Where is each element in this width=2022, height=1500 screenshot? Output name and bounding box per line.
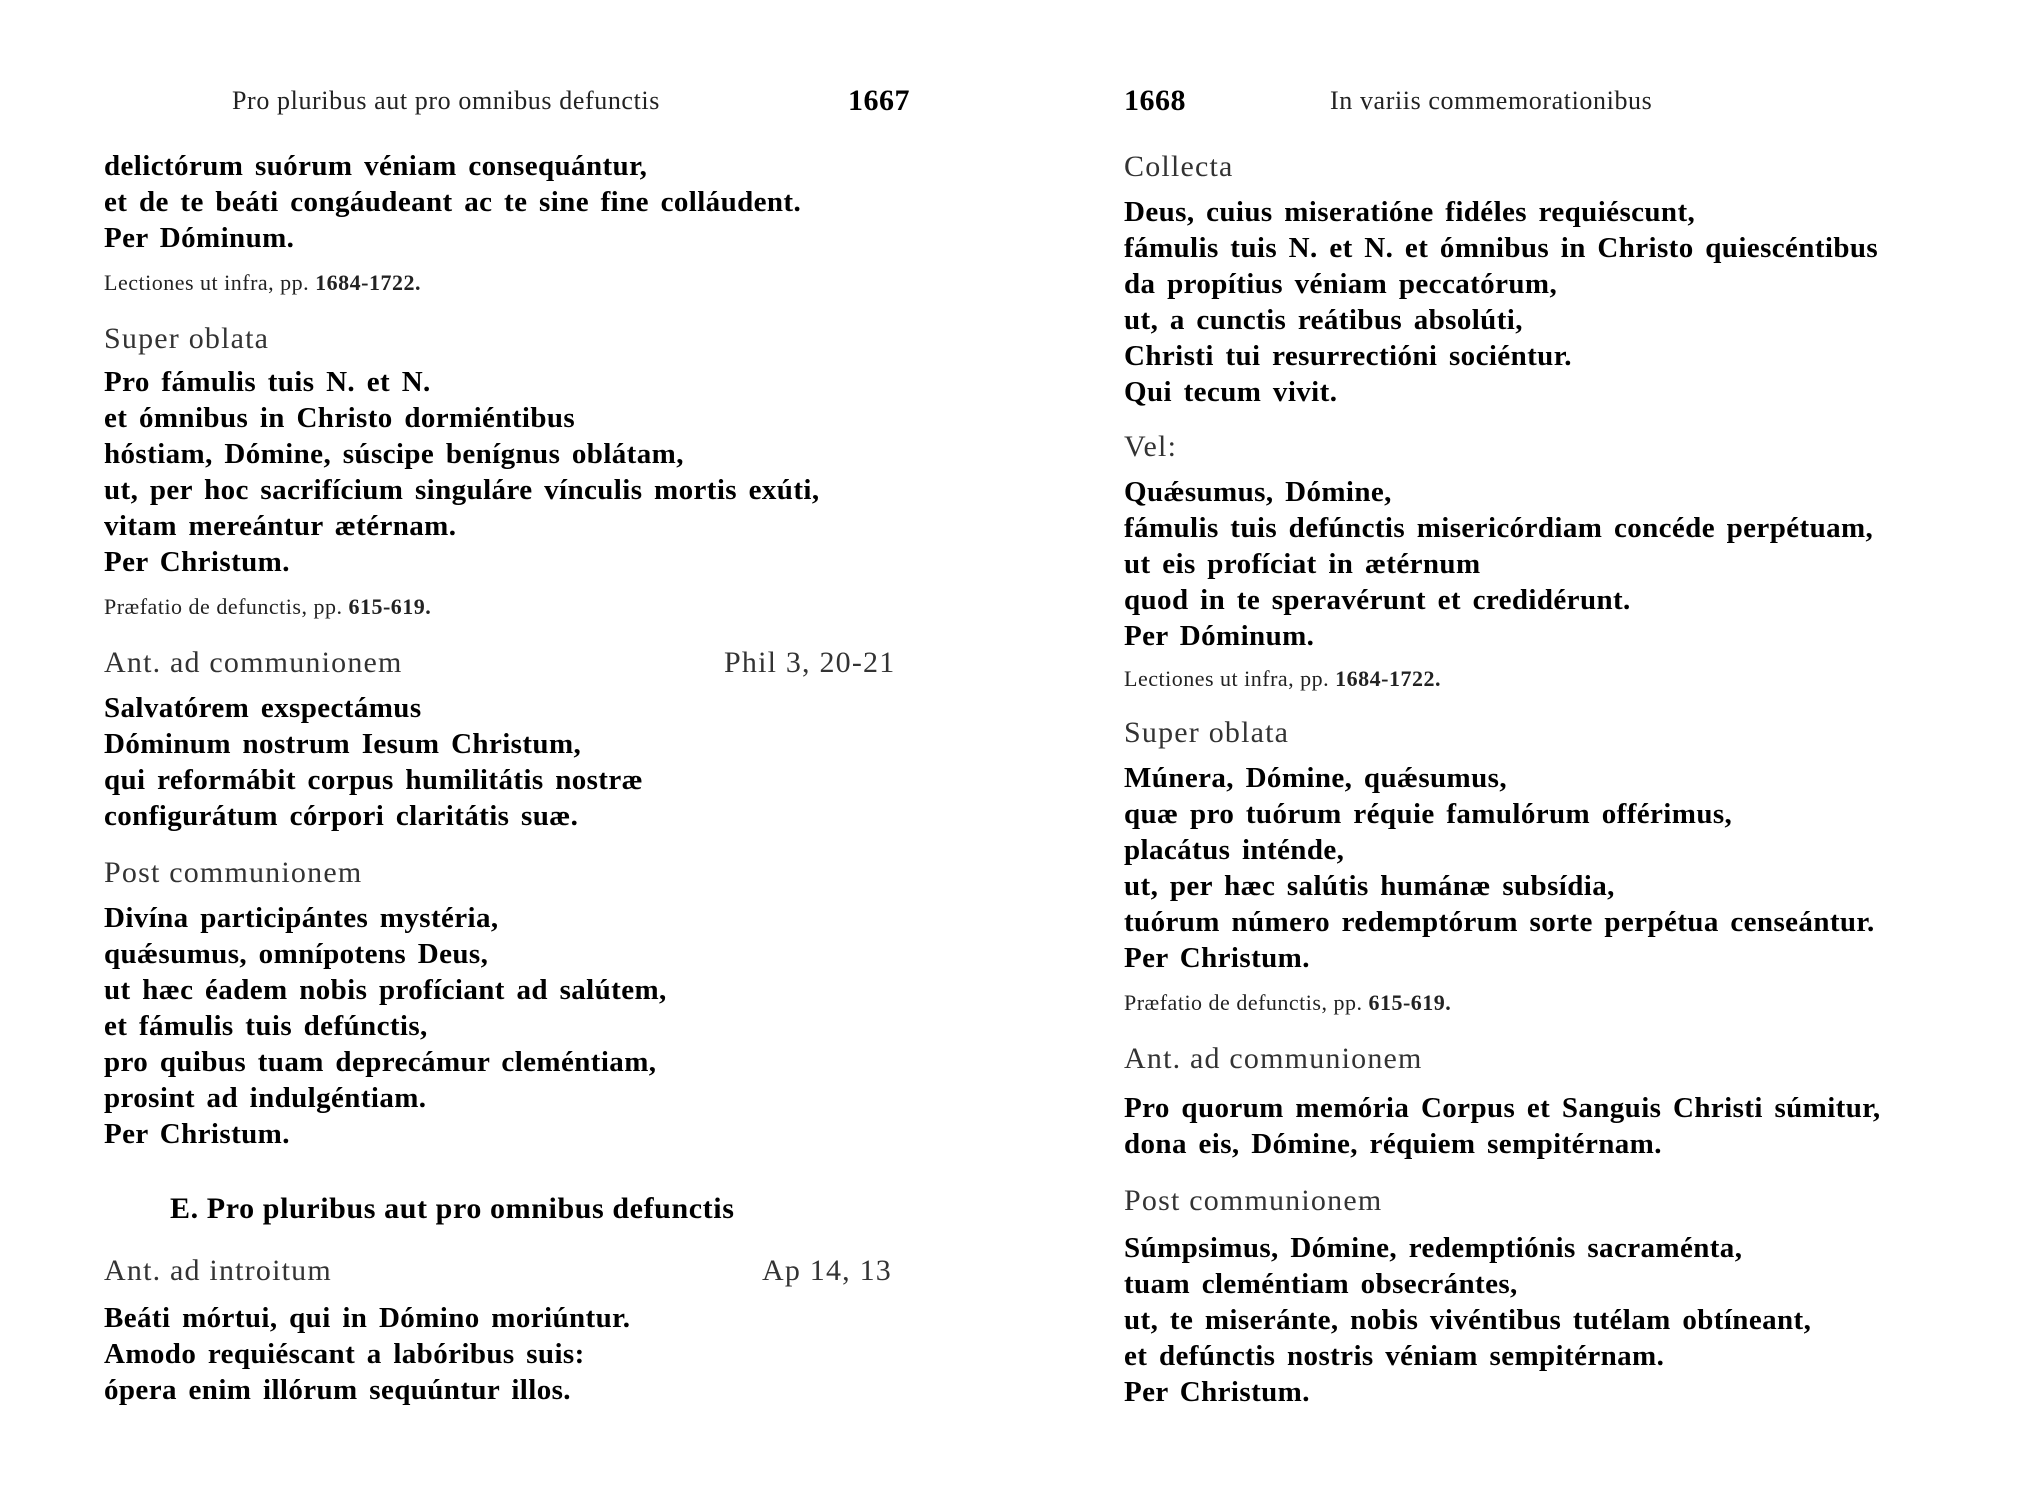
text-line: tuam cleméntiam obsecrántes,: [1124, 1268, 1518, 1300]
text-line: et de te beáti congáudeant ac te sine fine colláudent.: [104, 186, 802, 218]
text-line: Salvatórem exspectámus: [104, 692, 422, 724]
section-label-super-oblata: Super oblata: [104, 322, 270, 355]
section-label-post-communionem: Post communionem: [1124, 1184, 1383, 1217]
rubric-note: [104, 270, 421, 296]
text-line: Per Dóminum.: [104, 222, 295, 254]
page-number: 1668: [1124, 84, 1186, 117]
section-label-ant-introitum: Ant. ad introitum: [104, 1254, 332, 1287]
text-line: fámulis tuis N. et N. et ómnibus in Christo quiescéntibus: [1124, 232, 1879, 264]
rubric-note-pages: 615-619.: [1368, 990, 1452, 1015]
text-line: Amodo requiéscant a labóribus suis:: [104, 1338, 585, 1370]
section-label-ant-communionem: Ant. ad communionem: [104, 646, 403, 679]
rubric-note-text: Præfatio de defunctis, pp.: [104, 594, 343, 619]
text-line: ut eis profíciat in ætérnum: [1124, 548, 1481, 580]
text-line: Súmpsimus, Dómine, redemptiónis sacraménta,: [1124, 1232, 1743, 1264]
page-number: 1667: [848, 84, 910, 117]
text-line: Per Dóminum.: [1124, 620, 1315, 652]
rubric-note-text: Præfatio de defunctis, pp.: [1124, 990, 1363, 1015]
text-line: et ómnibus in Christo dormiéntibus: [104, 402, 576, 434]
section-label-post-communionem: Post communionem: [104, 856, 363, 889]
text-line: Beáti mórtui, qui in Dómino moriúntur.: [104, 1302, 631, 1334]
text-line: ut, te miseránte, nobis vivéntibus tutélam obtíneant,: [1124, 1304, 1812, 1336]
text-line: placátus inténde,: [1124, 834, 1345, 866]
running-header-title: In variis commemorationibus: [1330, 86, 1653, 115]
section-label-collecta: Collecta: [1124, 150, 1234, 183]
rubric-note-pages: 1684-1722.: [315, 270, 421, 295]
section-label-super-oblata: Super oblata: [1124, 716, 1290, 749]
text-line: tuórum número redemptórum sorte perpétua censeántur.: [1124, 906, 1875, 938]
section-label-vel: Vel:: [1124, 430, 1178, 463]
text-line: vitam mereántur ætérnam.: [104, 510, 457, 542]
text-line: ut, a cunctis reátibus absolúti,: [1124, 304, 1523, 336]
rubric-note: [1124, 666, 1441, 692]
text-line: ópera enim illórum sequúntur illos.: [104, 1374, 571, 1406]
text-line: Per Christum.: [1124, 1376, 1310, 1408]
text-line: Divína participántes mystéria,: [104, 902, 499, 934]
text-line: quǽsumus, omnípotens Deus,: [104, 938, 489, 970]
text-line: Quǽsumus, Dómine,: [1124, 476, 1392, 508]
section-heading: E. Pro pluribus aut pro omnibus defunctis: [170, 1192, 735, 1225]
text-line: Per Christum.: [104, 1118, 290, 1150]
section-label-ant-communionem: Ant. ad communionem: [1124, 1042, 1423, 1075]
text-line: delictórum suórum véniam consequántur,: [104, 150, 648, 182]
text-line: ut, per hoc sacrifícium singuláre vínculis mortis exúti,: [104, 474, 820, 506]
text-line: hóstiam, Dómine, súscipe benígnus oblátam,: [104, 438, 684, 470]
rubric-note-pages: 615-619.: [348, 594, 432, 619]
scripture-reference: Ap 14, 13: [762, 1254, 892, 1287]
text-line: dona eis, Dómine, réquiem sempitérnam.: [1124, 1128, 1662, 1160]
text-line: Múnera, Dómine, quǽsumus,: [1124, 762, 1507, 794]
rubric-note-text: Lectiones ut infra, pp.: [104, 270, 310, 295]
text-line: Christi tui resurrectióni sociéntur.: [1124, 340, 1572, 372]
scripture-reference: Phil 3, 20-21: [724, 646, 896, 679]
text-line: quod in te speravérunt et credidérunt.: [1124, 584, 1631, 616]
text-line: prosint ad indulgéntiam.: [104, 1082, 427, 1114]
text-line: et defúnctis nostris véniam sempitérnam.: [1124, 1340, 1665, 1372]
text-line: da propítius véniam peccatórum,: [1124, 268, 1558, 300]
rubric-note-pages: 1684-1722.: [1335, 666, 1441, 691]
right-page: [1124, 0, 1954, 1500]
left-page: [104, 0, 924, 1500]
text-line: Pro quorum memória Corpus et Sanguis Christi súmitur,: [1124, 1092, 1881, 1124]
rubric-note: [104, 594, 431, 620]
text-line: Pro fámulis tuis N. et N.: [104, 366, 431, 398]
text-line: fámulis tuis defúnctis misericórdiam concéde perpétuam,: [1124, 512, 1874, 544]
text-line: et fámulis tuis defúnctis,: [104, 1010, 428, 1042]
text-line: ut hæc éadem nobis profíciant ad salútem,: [104, 974, 667, 1006]
text-line: configurátum córpori claritátis suæ.: [104, 800, 579, 832]
text-line: qui reformábit corpus humilitátis nostræ: [104, 764, 643, 796]
text-line: Per Christum.: [1124, 942, 1310, 974]
text-line: ut, per hæc salútis humánæ subsídia,: [1124, 870, 1615, 902]
text-line: Deus, cuius miseratióne fidéles requiéscunt,: [1124, 196, 1696, 228]
text-line: Qui tecum vivit.: [1124, 376, 1338, 408]
text-line: quæ pro tuórum réquie famulórum offérimus,: [1124, 798, 1733, 830]
text-line: Dóminum nostrum Iesum Christum,: [104, 728, 582, 760]
rubric-note-text: Lectiones ut infra, pp.: [1124, 666, 1330, 691]
text-line: pro quibus tuam deprecámur cleméntiam,: [104, 1046, 657, 1078]
rubric-note: [1124, 990, 1451, 1016]
running-header-title: Pro pluribus aut pro omnibus defunctis: [232, 86, 660, 115]
text-line: Per Christum.: [104, 546, 290, 578]
